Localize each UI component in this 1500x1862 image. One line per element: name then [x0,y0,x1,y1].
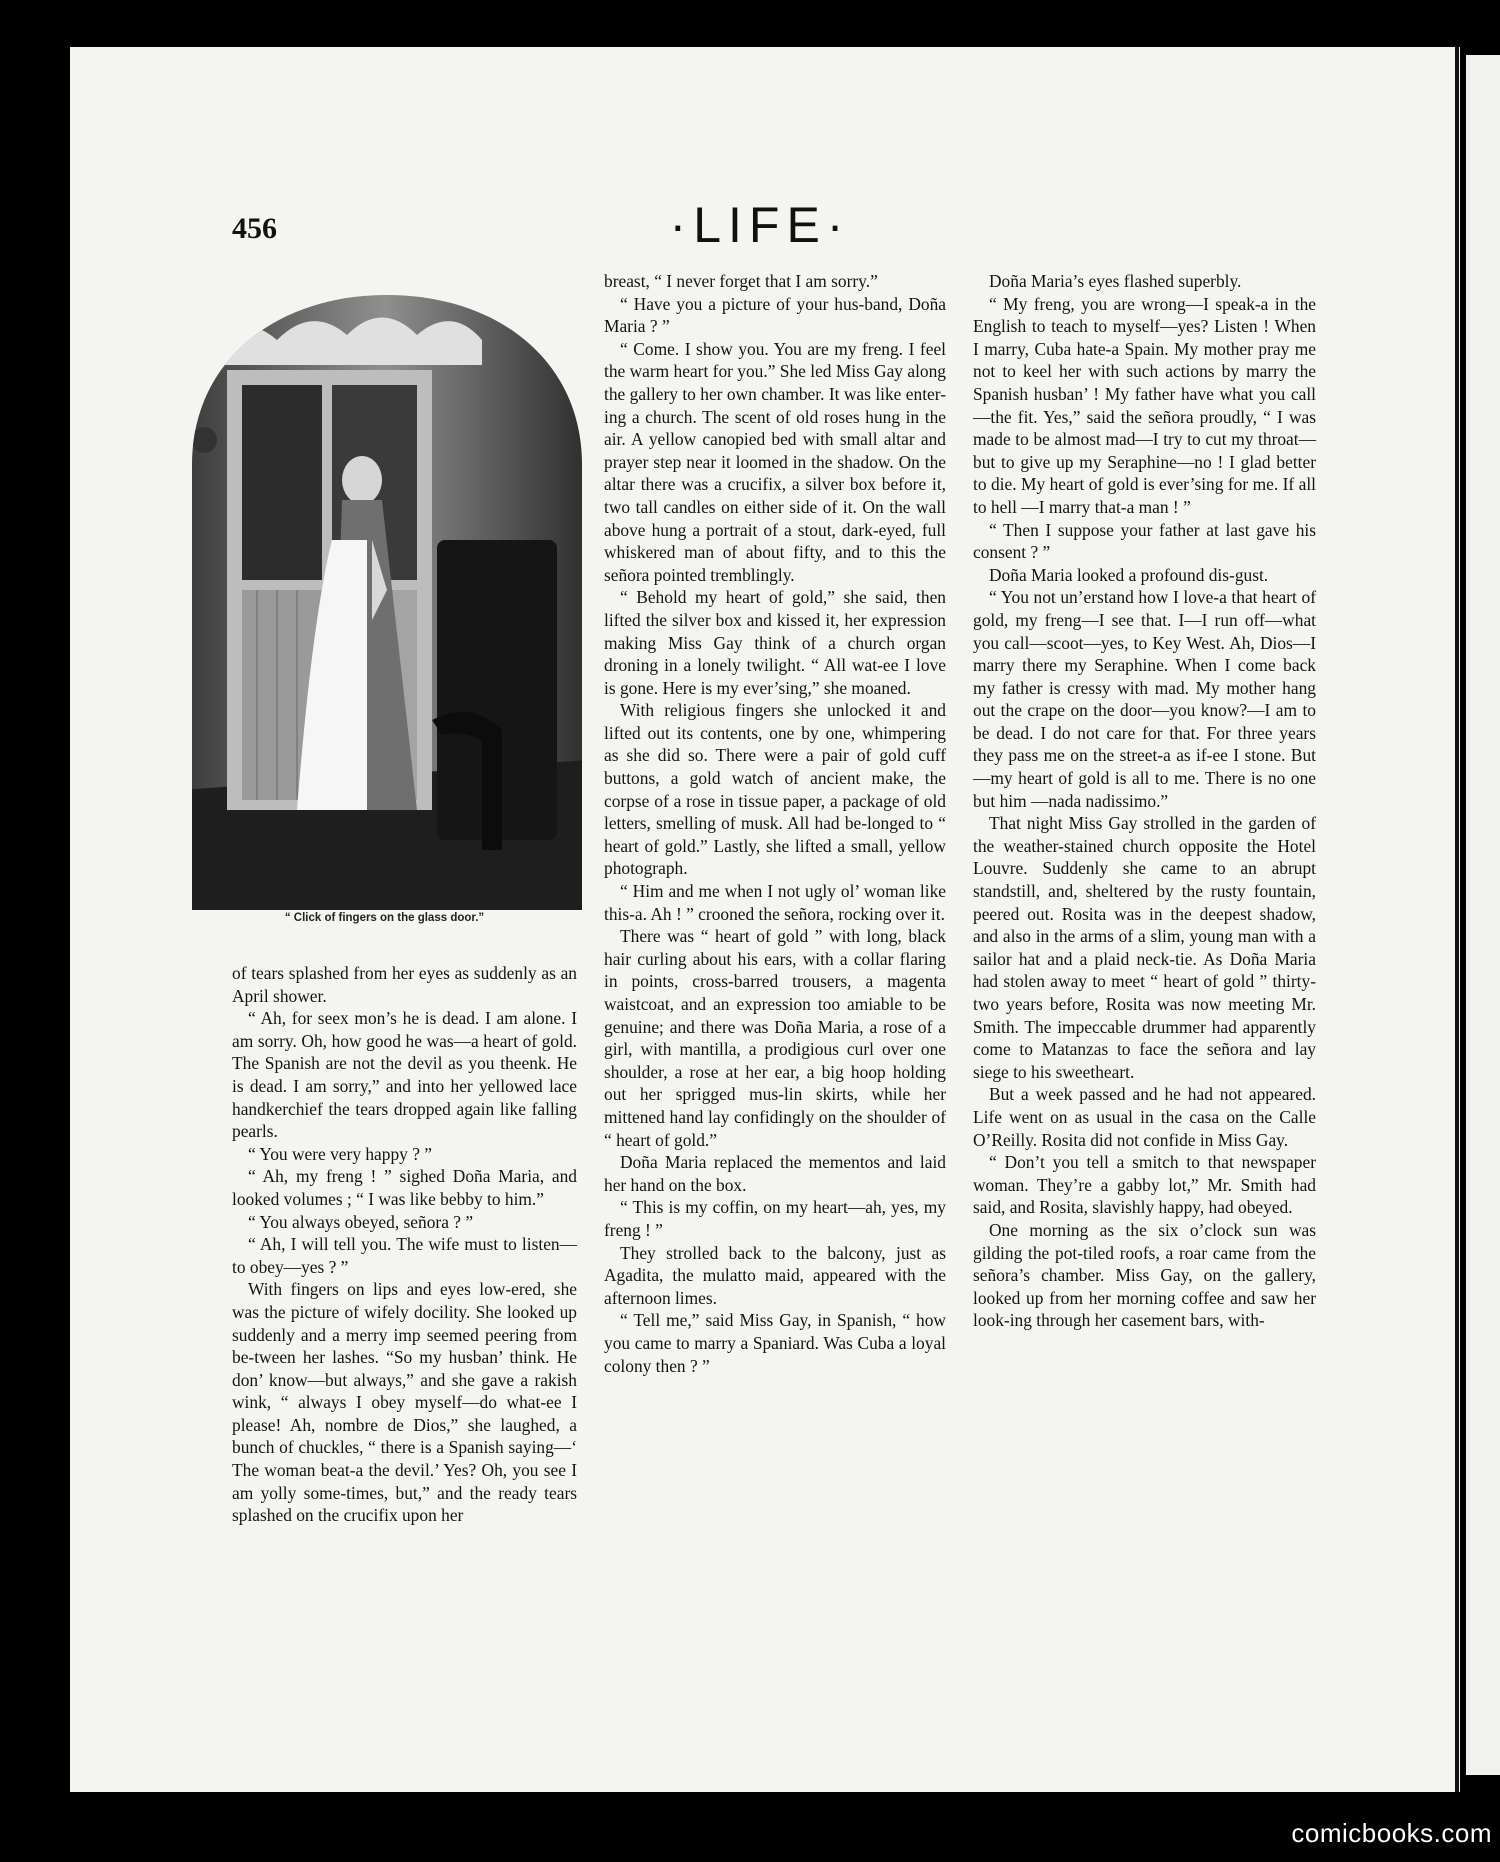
paragraph: of tears splashed from her eyes as suddenly as an April shower. [232,963,577,1006]
paragraph: With fingers on lips and eyes low-ered, she was the picture of wifely docility. She looked up suddenly and a merry imp seemed peering from be-tween her lashes. “So my husban’ think. He don’ know—but always,” and she gave a rakish wink, “ always I obey myself—do what-ee I please! Ah, nombre de Dios,” she laughed, a bunch of chuckles, “ there is a Spanish saying—‘ The woman beat-a the devil.’ Yes? Oh, you see I am yolly some-times, but,” and the ready tears splashed on the crucifix upon her [232,1279,577,1526]
paragraph: “ This is my coffin, on my heart—ah, yes, my freng ! ” [604,1197,946,1240]
paragraph: One morning as the six o’clock sun was gilding the pot-tiled roofs, a roar came from the señora’s chamber. Miss Gay, on the gallery, looked up from her morning coffee and saw her look-ing through her casement bars, with- [973,1219,1316,1331]
magazine-title: ·LIFE· [669,197,851,253]
paragraph: “ Tell me,” said Miss Gay, in Spanish, “ how you came to marry a Spaniard. Was Cuba a loyal colony then ? ” [604,1310,946,1376]
paragraph: “ Then I suppose your father at last gave his consent ? ” [973,519,1316,563]
text-column-2 [604,270,946,1377]
page-number: 456 [232,212,277,245]
paragraph: “ Ah, I will tell you. The wife must to listen—to obey—yes ? ” [232,1234,577,1277]
paragraph: But a week passed and he had not appeared. Life went on as usual in the casa on the Calle O’Reilly. Rosita did not confide in Miss Gay. [973,1084,1316,1150]
paragraph: There was “ heart of gold ” with long, black hair curling about his ears, with a collar flaring in points, cross-barred trousers, a magenta waistcoat, and an expression too amiable to be genuine; and there was Doña Maria, a rose of a girl, with mantilla, a prodigious curl over one shoulder, a rose at her ear, a big hoop holding out her sprigged mus-lin skirts, while her mittened hand lay confidingly on the shoulder of “ heart of gold.” [604,926,946,1150]
paragraph: “ You were very happy ? ” [248,1143,432,1164]
paragraph: “ Come. I show you. You are my freng. I feel the warm heart for you.” She led Miss Gay along the gallery to her own chamber. It was like enter-ing a church. The scent of old roses hung in the air. A yellow canopied bed with small altar and prayer step near it loomed in the shadow. On the altar there was a crucifix, a silver box before it, two tall candles on either side of it. On the wall above hung a portrait of a stout, dark-eyed, full whiskered man of about fifty, and to this the señora pointed tremblingly. [604,338,946,585]
paragraph: “ Behold my heart of gold,” she said, then lifted the silver box and kissed it, her expression making Miss Gay think of a church organ droning in a lonely twilight. “ All wat-ee I love is gone. Here is my ever’sing,” she moaned. [604,587,946,698]
paragraph: Doña Maria’s eyes flashed superbly. [989,271,1242,291]
paragraph: “ You always obeyed, señora ? ” [248,1211,474,1232]
paragraph: “ Ah, for seex mon’s he is dead. I am alone. I am sorry. Oh, how good he was—a heart of gold. The Spanish are not the devil as you theenk. He is dead. I am sorry,” and into her yellowed lace handkerchief the tears dropped again like falling pearls. [232,1008,577,1142]
paragraph: That night Miss Gay strolled in the garden of the weather-stained church opposite the Hotel Louvre. Suddenly she came to an abrupt standstill, and, sheltered by the rusty fountain, peered out. Rosita was in the deepest shadow, and also in the arms of a slim, young man with a sailor hat and a plaid neck-tie. As Doña Maria had stolen away to meet “ heart of gold ” thirty-two years before, Rosita was now meeting Mr. Smith. The impeccable drummer had apparently come to Matanzas to face the señora and lay siege to his sweetheart. [973,813,1316,1082]
paragraph: “ You not un’erstand how I love-a that heart of gold, my freng—I see that. I—I run off—what you call—scoot—yes, to Key West. Ah, Dios—I marry there my Seraphine. When I come back my father is cressy with mad. My mother hang out the crape on the door—you know?—I am to be dead. I do not care for that. For three years they pass me on the street-a as if-ee I stone. But—my heart of gold is all to me. There is no one but him —nada nadissimo.” [973,587,1316,811]
page-gutter [1455,47,1459,1792]
adjacent-page-edge [1466,55,1500,1775]
paragraph: Doña Maria replaced the mementos and laid her hand on the box. [604,1152,946,1195]
paragraph: “ Don’t you tell a smitch to that newspaper woman. They’re a gabby lot,” Mr. Smith had said, and Rosita, slavishly happy, had obeyed. [973,1152,1316,1218]
watermark: comicbooks.com [1291,1818,1492,1848]
illustration-caption: “ Click of fingers on the glass door.” [284,912,485,924]
paragraph: “ Ah, my freng ! ” sighed Doña Maria, and looked volumes ; “ I was like bebby to him.” [232,1166,577,1209]
text-column-1 [232,962,577,1527]
paragraph: With religious fingers she unlocked it and lifted out its contents, one by one, whimpering as she did so. There were a pair of gold cuff buttons, a gold watch of ancient make, the corpse of a rose in tissue paper, a package of old letters, smelling of musk. All had be-longed to “ heart of gold.” Lastly, she lifted a small, yellow photograph. [604,700,946,879]
paragraph: “ My freng, you are wrong—I speak-a in the English to teach to myself—yes? Listen ! When I marry, Cuba hate-a Spain. My mother pray me not to keel her with such actions by marry the Spanish husban’ ! My father have what you call—the fit. Yes,” said the señora proudly, “ I was made to be almost mad—I try to cut my throat—but to give up my Seraphine—no ! I glad better to die. My heart of gold is ever’sing for me. If all to hell —I marry that-a man ! ” [973,293,1316,517]
paragraph: breast, “ I never forget that I am sorry.” [604,271,878,291]
illustration-woman-at-glass-door [182,290,587,910]
paragraph: Doña Maria looked a profound dis-gust. [989,564,1269,585]
paragraph: They strolled back to the balcony, just as Agadita, the mulatto maid, appeared with the afternoon limes. [604,1242,946,1308]
paragraph: “ Have you a picture of your hus-band, Doña Maria ? ” [604,293,946,337]
text-column-3 [973,270,1316,1332]
paragraph: “ Him and me when I not ugly ol’ woman like this-a. Ah ! ” crooned the señora, rocking over it. [604,881,946,924]
